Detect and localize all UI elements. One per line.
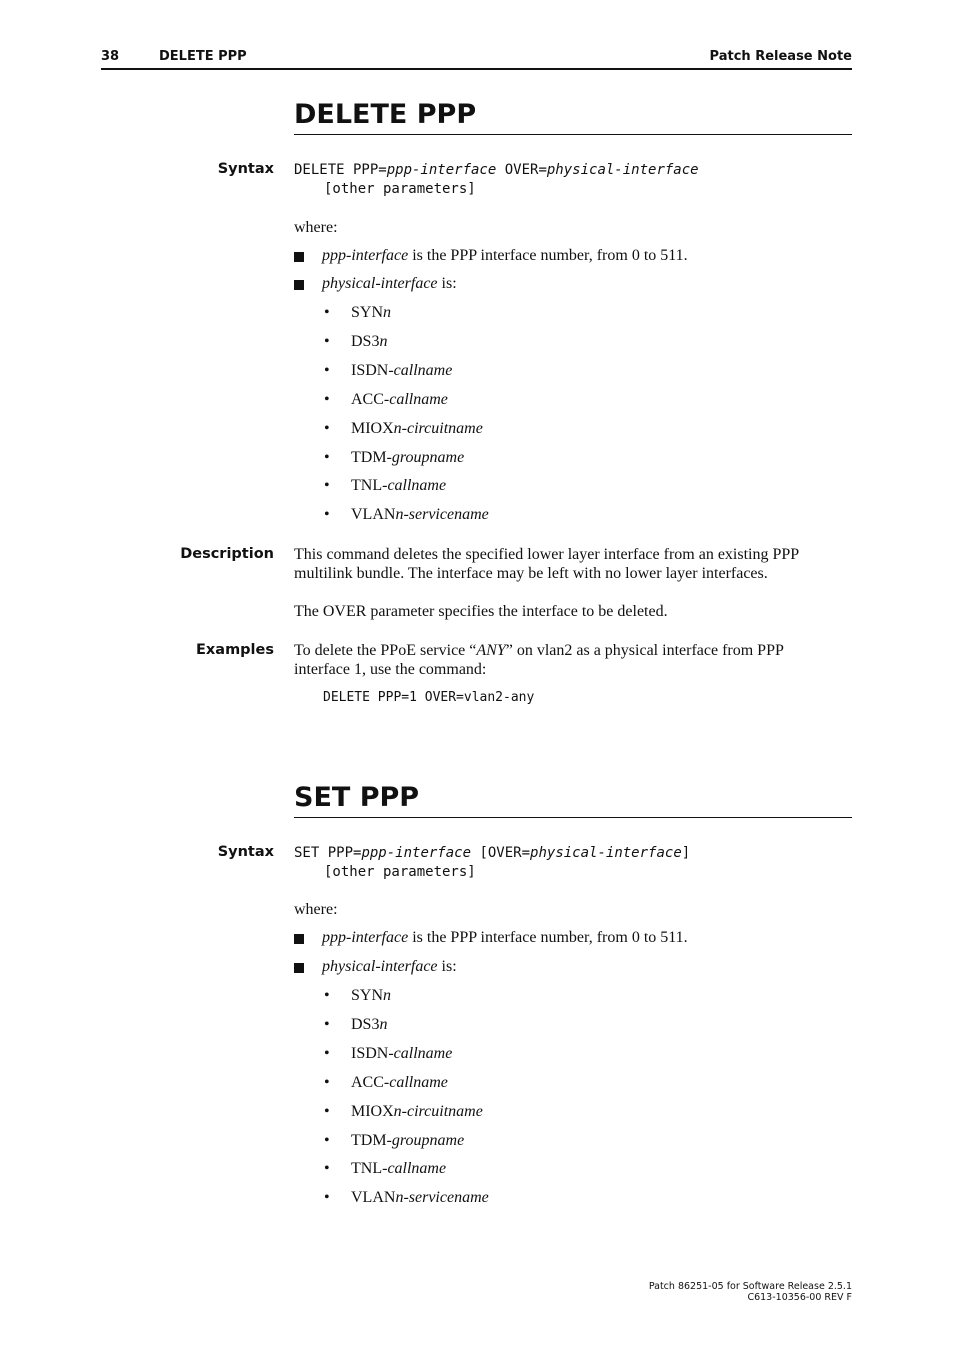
- interface-type-item: [351, 477, 446, 495]
- interface-type-item: [351, 304, 391, 322]
- interface-prefix: ISDN-: [351, 361, 394, 379]
- param-desc: is:: [437, 958, 457, 975]
- syntax-keyword: [OVER=: [471, 845, 531, 861]
- syntax-param: physical-interface: [546, 162, 699, 178]
- interface-variable: n-servicename: [395, 506, 489, 524]
- syntax-param: ppp-interface: [386, 162, 497, 178]
- interface-variable: n-servicename: [395, 1189, 489, 1207]
- interface-type-item: [351, 333, 387, 351]
- round-bullet-icon: •: [324, 1160, 330, 1178]
- interface-prefix: ACC-: [351, 1073, 390, 1091]
- footer-line-1: Patch 86251-05 for Software Release 2.5.1: [648, 1281, 852, 1292]
- interface-variable: n-circuitname: [393, 1102, 483, 1120]
- description-paragraph-2: The OVER parameter specifies the interface to be deleted.: [294, 603, 668, 620]
- set-ppp-heading: SET PPP: [294, 783, 852, 818]
- description-line: This command deletes the specified lower layer interface from an existing PPP: [294, 546, 800, 563]
- examples-paragraph: [294, 641, 854, 679]
- interface-prefix: SYN: [351, 304, 384, 321]
- interface-variable: n-circuitname: [393, 419, 483, 437]
- round-bullet-icon: •: [324, 361, 330, 379]
- syntax-keyword: DELETE PPP=: [294, 162, 387, 178]
- round-bullet-icon: •: [324, 390, 330, 408]
- round-bullet-icon: •: [324, 1044, 330, 1062]
- interface-variable: n: [383, 987, 392, 1004]
- interface-variable: callname: [387, 477, 447, 495]
- running-header: [101, 48, 852, 70]
- interface-type-item: [351, 449, 464, 467]
- round-bullet-icon: •: [324, 987, 330, 1004]
- interface-type-item: [351, 1045, 452, 1063]
- syntax-keyword: SET PPP=: [294, 845, 362, 861]
- interface-variable: n: [383, 304, 392, 321]
- interface-type-item: [351, 1132, 464, 1150]
- interface-prefix: TDM-: [351, 1131, 392, 1149]
- set-syntax-line2: [other parameters]: [324, 864, 476, 880]
- interface-variable: n: [379, 1015, 388, 1033]
- round-bullet-icon: •: [324, 419, 330, 437]
- interface-variable: callname: [387, 1160, 447, 1178]
- interface-prefix: MIOX: [351, 1102, 394, 1120]
- param-name: ppp-interface: [322, 929, 409, 946]
- examples-text: To delete the PPoE service “: [294, 642, 477, 659]
- interface-prefix: ISDN-: [351, 1044, 394, 1062]
- interface-prefix: TNL-: [351, 477, 388, 495]
- interface-type-item: [351, 1016, 387, 1034]
- header-document-title: Patch Release Note: [709, 49, 852, 64]
- delete-syntax-line2: [other parameters]: [324, 181, 476, 197]
- examples-text: ” on vlan2 as a physical interface from PPP: [505, 642, 784, 659]
- round-bullet-icon: •: [324, 506, 330, 524]
- interface-variable: callname: [389, 390, 448, 408]
- set-where: where:: [294, 901, 338, 918]
- interface-variable: callname: [389, 1073, 448, 1091]
- interface-variable: groupname: [391, 448, 465, 466]
- examples-label: Examples: [196, 642, 274, 658]
- param-name: physical-interface: [322, 958, 438, 975]
- square-bullet-icon: [294, 280, 304, 290]
- set-syntax-label: Syntax: [217, 844, 274, 860]
- interface-prefix: ACC-: [351, 390, 390, 408]
- interface-prefix: DS3: [351, 1015, 380, 1033]
- examples-service: ANY: [476, 642, 506, 659]
- delete-ppp-heading: DELETE PPP: [294, 100, 852, 135]
- interface-type-item: [351, 987, 391, 1005]
- interface-variable: groupname: [391, 1131, 465, 1149]
- interface-prefix: VLAN: [351, 506, 396, 524]
- round-bullet-icon: •: [324, 1189, 330, 1207]
- interface-type-item: [351, 1074, 448, 1092]
- set-bullet-physical-interface: [322, 958, 457, 976]
- syntax-keyword: OVER=: [496, 162, 547, 178]
- footer-line-2: C613-10356-00 REV F: [747, 1292, 852, 1303]
- interface-type-item: [351, 391, 448, 409]
- square-bullet-icon: [294, 252, 304, 262]
- delete-where: where:: [294, 219, 338, 236]
- examples-line: interface 1, use the command:: [294, 661, 487, 678]
- param-desc: is:: [437, 275, 457, 292]
- page-number: 38: [101, 49, 120, 64]
- round-bullet-icon: •: [324, 1131, 330, 1149]
- interface-variable: callname: [393, 1044, 453, 1062]
- interface-prefix: DS3: [351, 332, 380, 350]
- syntax-param: ppp-interface: [361, 845, 472, 861]
- interface-type-item: [351, 420, 483, 438]
- round-bullet-icon: •: [324, 448, 330, 466]
- header-section-title: DELETE PPP: [159, 49, 247, 64]
- interface-type-item: [351, 362, 452, 380]
- set-syntax-line1: [294, 845, 690, 861]
- square-bullet-icon: [294, 963, 304, 973]
- param-desc: is the PPP interface number, from 0 to 511.: [408, 929, 688, 946]
- interface-type-item: [351, 1160, 446, 1178]
- round-bullet-icon: •: [324, 1073, 330, 1091]
- interface-variable: callname: [393, 361, 453, 379]
- examples-line: [294, 641, 854, 660]
- syntax-keyword: ]: [681, 845, 691, 861]
- example-command: DELETE PPP=1 OVER=vlan2-any: [323, 690, 535, 705]
- round-bullet-icon: •: [324, 332, 330, 350]
- description-label: Description: [180, 546, 274, 562]
- square-bullet-icon: [294, 934, 304, 944]
- syntax-param: physical-interface: [530, 845, 682, 861]
- param-name: ppp-interface: [322, 247, 409, 264]
- interface-prefix: TNL-: [351, 1160, 388, 1178]
- interface-prefix: SYN: [351, 987, 384, 1004]
- delete-syntax-label: Syntax: [217, 161, 274, 177]
- round-bullet-icon: •: [324, 477, 330, 495]
- description-line: multilink bundle. The interface may be left with no lower layer interfaces.: [294, 565, 768, 582]
- param-name: physical-interface: [322, 275, 438, 292]
- interface-type-item: [351, 1189, 489, 1207]
- set-bullet-ppp-interface: [322, 929, 688, 947]
- interface-variable: n: [379, 332, 388, 350]
- interface-type-item: [351, 1103, 483, 1121]
- interface-prefix: VLAN: [351, 1189, 396, 1207]
- delete-bullet-physical-interface: [322, 275, 457, 293]
- round-bullet-icon: •: [324, 1015, 330, 1033]
- param-desc: is the PPP interface number, from 0 to 511.: [408, 247, 688, 264]
- round-bullet-icon: •: [324, 304, 330, 321]
- delete-bullet-ppp-interface: [322, 247, 688, 265]
- interface-prefix: TDM-: [351, 448, 392, 466]
- round-bullet-icon: •: [324, 1102, 330, 1120]
- delete-syntax-line1: [294, 162, 699, 178]
- description-paragraph: [294, 545, 854, 583]
- interface-type-item: [351, 506, 489, 524]
- interface-prefix: MIOX: [351, 419, 394, 437]
